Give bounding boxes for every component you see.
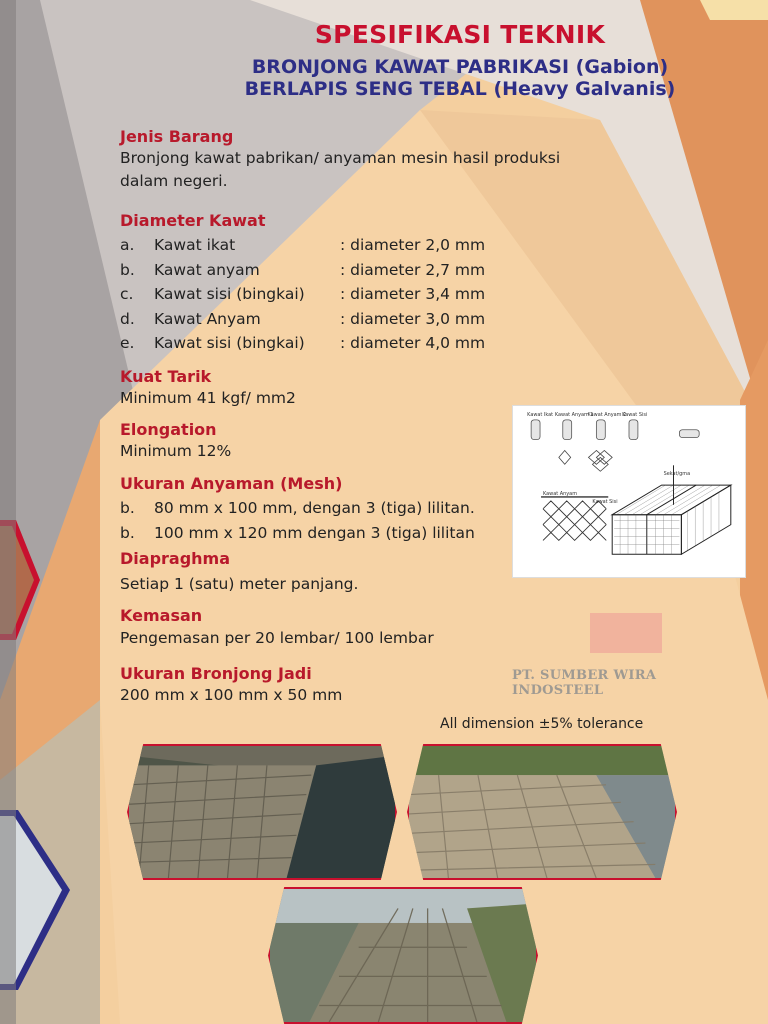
row-marker: b.	[120, 499, 135, 517]
section-jenis-barang	[120, 127, 560, 193]
diagram-label-sekat: Sekat/gma	[663, 471, 691, 478]
jenis-barang-line-2: dalam negeri.	[120, 172, 228, 190]
section-elongation	[120, 420, 231, 463]
heading-diapraghma: Diapraghma	[120, 549, 231, 568]
row-value: : diameter 3,4 mm	[340, 285, 486, 303]
heading-kemasan: Kemasan	[120, 606, 203, 625]
diameter-row	[120, 233, 485, 258]
kemasan-value: Pengemasan per 20 lembar/ 100 lembar	[120, 629, 434, 647]
subtitle-line-1: BRONJONG KAWAT PABRIKASI (Gabion)	[251, 56, 669, 78]
tolerance-note: All dimension ±5% tolerance	[440, 716, 644, 732]
company-stamp	[590, 613, 662, 653]
section-ukuran-anyaman	[120, 474, 475, 545]
jenis-barang-line-1: Bronjong kawat pabrikan/ anyaman mesin hasil produksi	[120, 149, 561, 167]
diagram-label-kawat-anyam: Kawat Anyam	[543, 490, 578, 497]
row-value: : diameter 2,0 mm	[340, 236, 486, 254]
diagram-drawing	[513, 406, 745, 577]
ukuran-jadi-value: 200 mm x 100 mm x 50 mm	[120, 686, 343, 704]
diameter-row	[120, 331, 485, 356]
diagram-label-kawat-sisi: Kawat Sisi	[592, 498, 618, 505]
heading-jenis-barang: Jenis Barang	[120, 127, 234, 146]
row-text: 100 mm x 120 mm dengan 3 (tiga) lilitan	[154, 523, 475, 542]
heading-ukuran-anyaman: Ukuran Anyaman (Mesh)	[120, 474, 343, 493]
diagram-label-wire3: Kawat Anyam 2	[587, 411, 627, 418]
row-marker: a.	[120, 236, 135, 254]
row-name: Kawat sisi (bingkai)	[154, 334, 305, 352]
photo-gabion-wall	[407, 744, 677, 880]
gabion-diagram	[512, 405, 746, 578]
diameter-row	[120, 282, 485, 307]
row-name: Kawat ikat	[154, 236, 236, 254]
heading-ukuran-jadi: Ukuran Bronjong Jadi	[120, 664, 312, 683]
diagram-label-wire1: Kawat Ikat	[527, 411, 554, 418]
mesh-row	[120, 496, 475, 521]
page-title: SPESIFIKASI TEKNIK	[314, 20, 606, 49]
row-value: : diameter 2,7 mm	[340, 260, 486, 279]
heading-diameter-kawat: Diameter Kawat	[120, 211, 266, 230]
section-kemasan	[120, 606, 434, 650]
row-value: : diameter 3,0 mm	[340, 309, 486, 328]
row-value: : diameter 4,0 mm	[340, 334, 486, 352]
section-diapraghma	[120, 549, 358, 596]
diagram-label-wire2: Kawat Anyam 1	[554, 411, 594, 418]
section-ukuran-jadi	[120, 664, 342, 707]
company-watermark: PT. SUMBER WIRA INDOSTEEL	[512, 668, 657, 698]
row-text: 80 mm x 100 mm, dengan 3 (tiga) lilitan.	[154, 499, 475, 517]
mesh-row	[120, 521, 475, 546]
row-marker: b.	[120, 260, 135, 279]
diameter-row	[120, 258, 485, 283]
row-marker: b.	[120, 523, 135, 542]
diagram-label-wire4: Kawat Sisi	[622, 411, 648, 418]
section-diameter-kawat	[120, 211, 485, 356]
subtitle-line-2: BERLAPIS SENG TEBAL (Heavy Galvanis)	[244, 78, 676, 100]
photo-gabion-riverbank	[127, 744, 397, 880]
diameter-row	[120, 307, 485, 332]
row-marker: c.	[120, 285, 134, 303]
diapraghma-value: Setiap 1 (satu) meter panjang.	[120, 575, 359, 593]
row-name: Kawat sisi (bingkai)	[154, 285, 305, 303]
kuat-tarik-value: Minimum 41 kgf/ mm2	[120, 389, 296, 407]
heading-elongation: Elongation	[120, 420, 217, 439]
photo-gabion-stairs	[268, 887, 538, 1024]
row-name: Kawat anyam	[154, 260, 260, 279]
row-name: Kawat Anyam	[154, 309, 261, 328]
row-marker: d.	[120, 309, 135, 328]
section-kuat-tarik	[120, 367, 296, 410]
elongation-value: Minimum 12%	[120, 442, 232, 460]
row-marker: e.	[120, 334, 135, 352]
heading-kuat-tarik: Kuat Tarik	[120, 367, 212, 386]
